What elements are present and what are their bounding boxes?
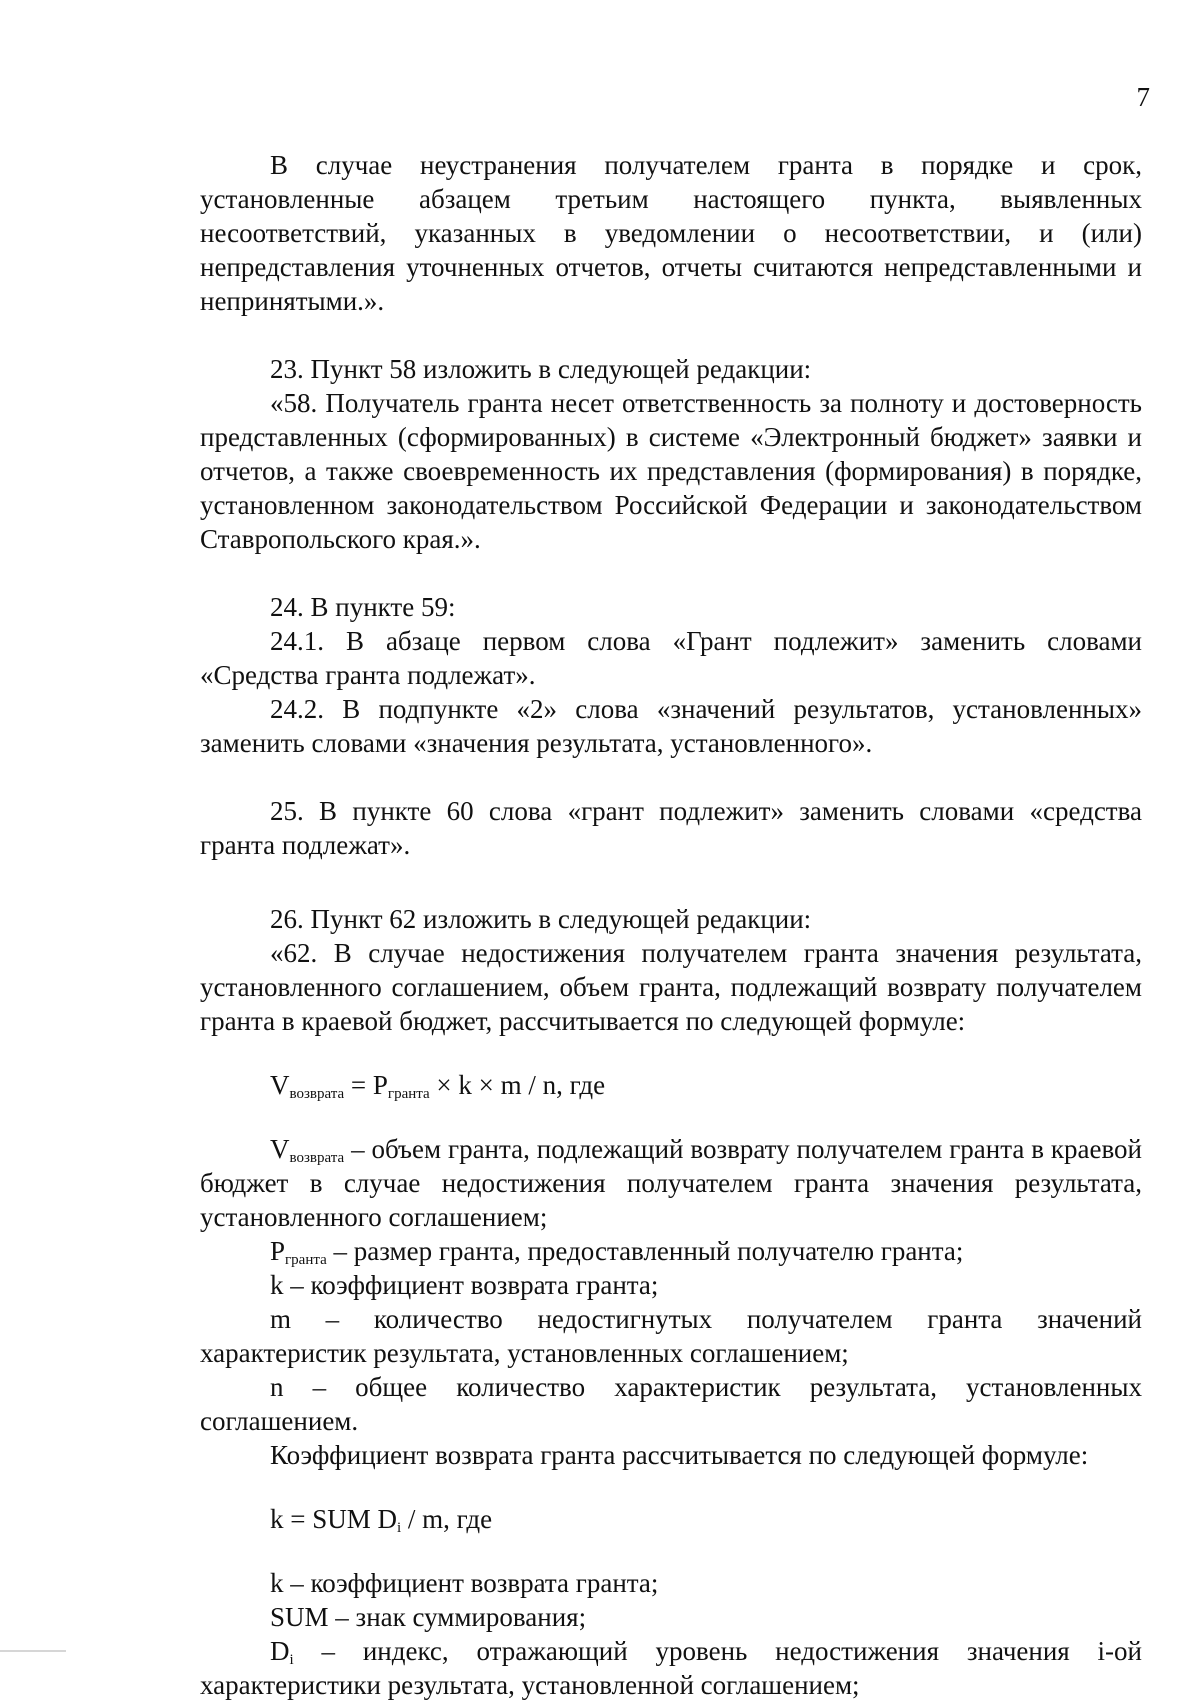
definition-v-symbol: V	[270, 1134, 290, 1164]
page-number: 7	[1136, 82, 1150, 112]
formula-v-subscript: возврата	[289, 1086, 345, 1102]
formula-rest: × k × m / n, где	[429, 1070, 606, 1100]
paragraph-item-24-1: 24.1. В абзаце первом слова «Грант подлежит» заменить словами «Средства гранта подлежат».	[200, 626, 1142, 690]
formula2-lhs: k = SUM D	[270, 1504, 397, 1534]
definition-p-text: – размер гранта, предоставленный получателю гранта;	[326, 1236, 964, 1266]
definition-v-text: – объем гранта, подлежащий возврату получателем гранта в краевой бюджет в случае недостижения получателем гранта значения результата, установленного соглашением;	[200, 1134, 1142, 1232]
definition2-d	[200, 1634, 1142, 1702]
formula-p-subscript: гранта	[387, 1086, 430, 1102]
formula2-subscript: i	[397, 1520, 402, 1536]
formula-coefficient	[200, 1502, 1142, 1536]
paragraph-item-26: 26. Пункт 62 изложить в следующей редакции:	[270, 904, 812, 934]
formula-equals: =	[344, 1070, 373, 1100]
paragraph-k-intro: Коэффициент возврата гранта рассчитывается по следующей формуле:	[270, 1440, 1089, 1470]
formula-return-volume	[200, 1068, 1142, 1102]
paragraph-item-24-2: 24.2. В подпункте «2» слова «значений результатов, установленных» заменить словами «значения результата, установленного».	[200, 694, 1142, 758]
definition-v	[200, 1132, 1142, 1234]
definition-p-subscript: гранта	[285, 1252, 327, 1268]
margin-mark	[0, 1650, 66, 1652]
definition-k: k – коэффициент возврата гранта;	[270, 1270, 659, 1300]
paragraph-item-25: 25. В пункте 60 слова «грант подлежит» заменить словами «средства гранта подлежат».	[200, 796, 1142, 860]
paragraph-item-58-text: «58. Получатель гранта несет ответственность за полноту и достоверность представленных (сформированных) в системе «Электронный бюджет» заявки и отчетов, а также своевременность их представления (формирования) в порядке, установленном законодательством Российской Федерации и законодательством Ставропольского края.».	[200, 388, 1142, 554]
document-body	[200, 148, 1142, 1702]
paragraph-noncompliance: В случае неустранения получателем гранта в порядке и срок, установленные абзацем третьим настоящего пункта, выявленных несоответствий, указанных в уведомлении о несоответствии, и (или) непредставления уточненных отчетов, отчеты считаются непредставленными и непринятыми.».	[200, 150, 1142, 316]
formula-p-symbol: P	[372, 1070, 388, 1100]
definition2-sum: SUM – знак суммирования;	[270, 1602, 587, 1632]
definition2-d-subscript: i	[289, 1652, 294, 1668]
definition-v-subscript: возврата	[289, 1150, 345, 1166]
definition-m: m – количество недостигнутых получателем гранта значений характеристик результата, установленных соглашением;	[200, 1304, 1142, 1368]
formula-v-symbol: V	[270, 1070, 290, 1100]
definition-p	[200, 1234, 1142, 1268]
formula2-rest: / m, где	[401, 1504, 493, 1534]
definition-p-symbol: P	[270, 1236, 286, 1266]
definition2-d-symbol: D	[270, 1636, 290, 1666]
paragraph-item-24: 24. В пункте 59:	[270, 592, 456, 622]
paragraph-item-23: 23. Пункт 58 изложить в следующей редакции:	[270, 354, 812, 384]
definition2-d-text: – индекс, отражающий уровень недостижения значения i-ой характеристики результата, установленной соглашением;	[200, 1636, 1142, 1700]
definition2-k: k – коэффициент возврата гранта;	[270, 1568, 659, 1598]
definition-n: n – общее количество характеристик результата, установленных соглашением.	[200, 1372, 1142, 1436]
paragraph-item-62-text: «62. В случае недостижения получателем гранта значения результата, установленного соглашением, объем гранта, подлежащий возврату получателем гранта в краевой бюджет, рассчитывается по следующей формуле:	[200, 938, 1142, 1036]
